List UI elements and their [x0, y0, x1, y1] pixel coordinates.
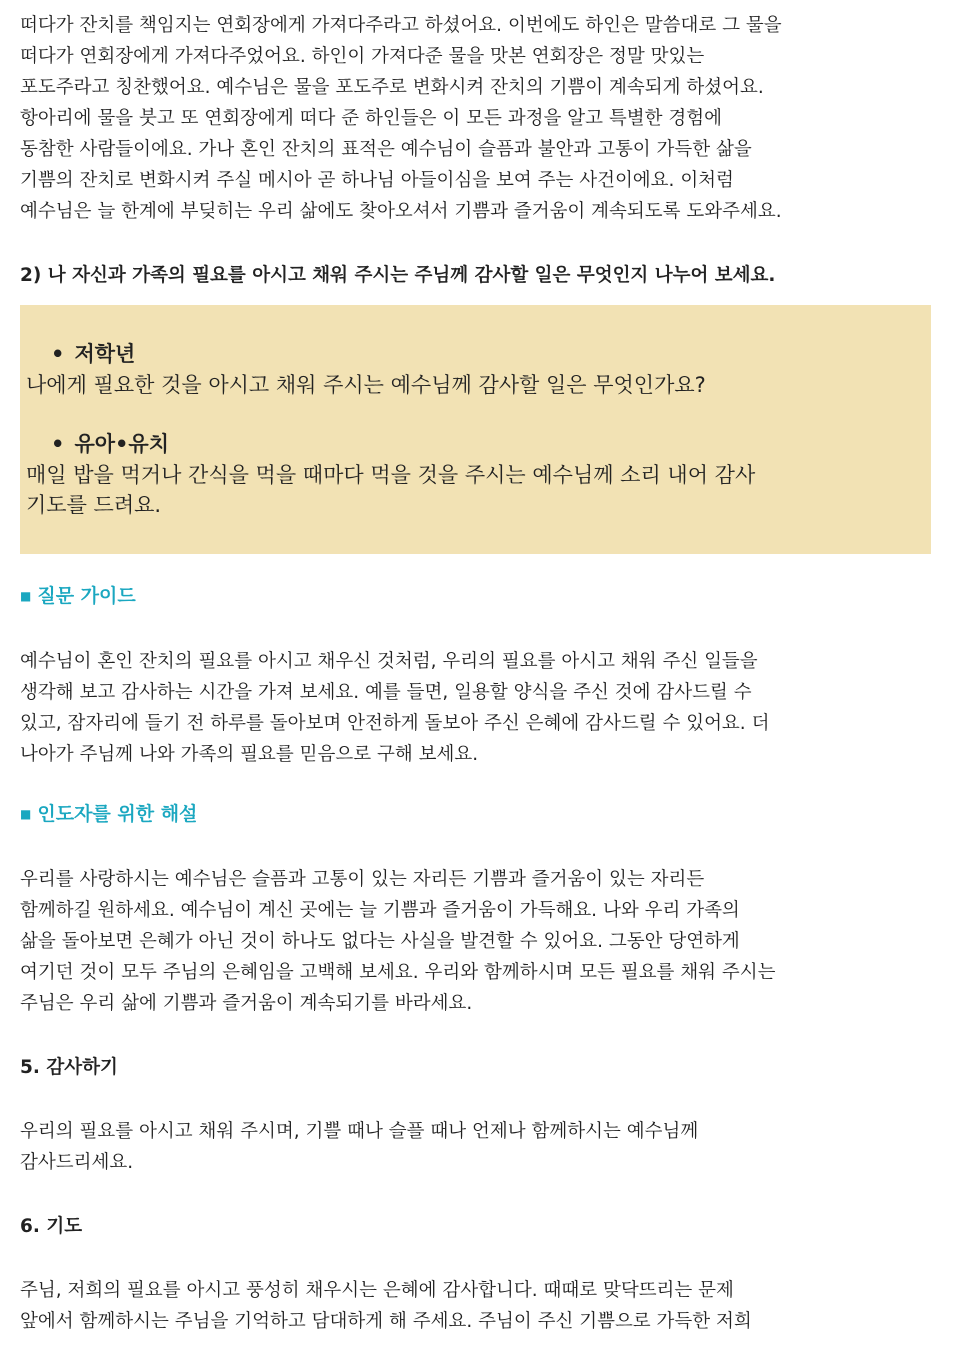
thanks-paragraph [20, 1116, 931, 1178]
discussion-question: 2) 나 자신과 가족의 필요를 아시고 채워 주시는 주님께 감사할 일은 무엇인지 나누어 보세요. [20, 265, 776, 286]
prayer-paragraph [20, 1275, 931, 1337]
question-guide-line: 나아가 주님께 나와 가족의 필요를 믿음으로 구해 보세요. [20, 744, 479, 765]
question-guide-paragraph [20, 646, 931, 770]
thanks-line: 우리의 필요를 아시고 채워 주시며, 기쁠 때나 슬플 때나 언제나 함께하시는 예수님께 [20, 1121, 699, 1142]
leader-notes-heading [20, 800, 931, 828]
intro-line: 동참한 사람들이에요. 가나 혼인 잔치의 표적은 예수님이 슬픔과 불안과 고통이 가득한 삶을 [20, 139, 752, 160]
age-group-box [20, 305, 931, 554]
intro-paragraph [20, 0, 931, 227]
age-group-title [26, 338, 931, 370]
intro-line: 떠다가 잔치를 책임지는 연회장에게 가져다주라고 하셨어요. 이번에도 하인은 말씀대로 그 물을 [20, 15, 782, 36]
square-marker-icon: ■ [20, 807, 32, 821]
question-guide-line: 있고, 잠자리에 들기 전 하루를 돌아보며 안전하게 돌보아 주신 은혜에 감사드릴 수 있어요. 더 [20, 713, 770, 734]
age-group-title [26, 428, 931, 460]
square-marker-icon: ■ [20, 589, 32, 603]
question-guide-line: 생각해 보고 감사하는 시간을 가져 보세요. 예를 들면, 일용할 양식을 주신 것에 감사드릴 수 [20, 682, 752, 703]
age-group-line: 매일 밥을 먹거나 간식을 먹을 때마다 먹을 것을 주시는 예수님께 소리 내어 감사 [26, 463, 756, 487]
intro-line: 포도주라고 칭찬했어요. 예수님은 물을 포도주로 변화시켜 잔치의 기쁨이 계속되게 하셨어요. [20, 77, 764, 98]
age-group-line: 기도를 드려요. [26, 493, 162, 517]
question-guide-heading [20, 582, 931, 610]
intro-line: 예수님은 늘 한계에 부딪히는 우리 삶에도 찾아오셔서 기쁨과 즐거움이 계속되도록 도와주세요. [20, 201, 782, 222]
age-group-label: 저학년 [74, 342, 136, 366]
intro-line: 기쁨의 잔치로 변화시켜 주실 메시아 곧 하나님 아들이심을 보여 주는 사건이에요. 이처럼 [20, 170, 734, 191]
leader-notes-paragraph [20, 864, 931, 1019]
leader-notes-line: 우리를 사랑하시는 예수님은 슬픔과 고통이 있는 자리든 기쁨과 즐거움이 있는 자리든 [20, 869, 705, 890]
bullet-icon: • [51, 342, 65, 366]
bullet-icon: • [51, 432, 65, 456]
age-group-label: 유아•유치 [74, 432, 170, 456]
leader-notes-line: 여기던 것이 모두 주님의 은혜임을 고백해 보세요. 우리와 함께하시며 모든 필요를 채워 주시는 [20, 962, 776, 983]
intro-line: 떠다가 연회장에게 가져다주었어요. 하인이 가져다준 물을 맛본 연회장은 정말 맛있는 [20, 46, 705, 67]
prayer-line: 주님, 저희의 필요를 아시고 풍성히 채우시는 은혜에 감사합니다. 때때로 맞닥뜨리는 문제 [20, 1280, 734, 1301]
thanks-heading: 5. 감사하기 [20, 1057, 118, 1078]
leader-notes-line: 삶을 돌아보면 은혜가 아닌 것이 하나도 없다는 사실을 발견할 수 있어요. 그동안 당연하게 [20, 931, 740, 952]
thanks-line: 감사드리세요. [20, 1152, 134, 1173]
age-group-text [26, 370, 931, 400]
leader-notes-title: 인도자를 위한 해설 [37, 803, 198, 825]
prayer-line: 앞에서 함께하시는 주님을 기억하고 담대하게 해 주세요. 주님이 주신 기쁨으로 가득한 저희 [20, 1311, 752, 1332]
question-guide-title: 질문 가이드 [37, 585, 136, 607]
leader-notes-line: 함께하길 원하세요. 예수님이 계신 곳에는 늘 기쁨과 즐거움이 가득해요. 나와 우리 가족의 [20, 900, 740, 921]
leader-notes-line: 주님은 우리 삶에 기쁨과 즐거움이 계속되기를 바라세요. [20, 993, 473, 1014]
prayer-heading: 6. 기도 [20, 1216, 83, 1237]
age-group-line: 나에게 필요한 것을 아시고 채워 주시는 예수님께 감사할 일은 무엇인가요? [26, 373, 706, 397]
question-guide-line: 예수님이 혼인 잔치의 필요를 아시고 채우신 것처럼, 우리의 필요를 아시고 채워 주신 일들을 [20, 651, 758, 672]
age-group-text [26, 460, 931, 520]
intro-line: 항아리에 물을 붓고 또 연회장에게 떠다 준 하인들은 이 모든 과정을 알고 특별한 경험에 [20, 108, 722, 129]
